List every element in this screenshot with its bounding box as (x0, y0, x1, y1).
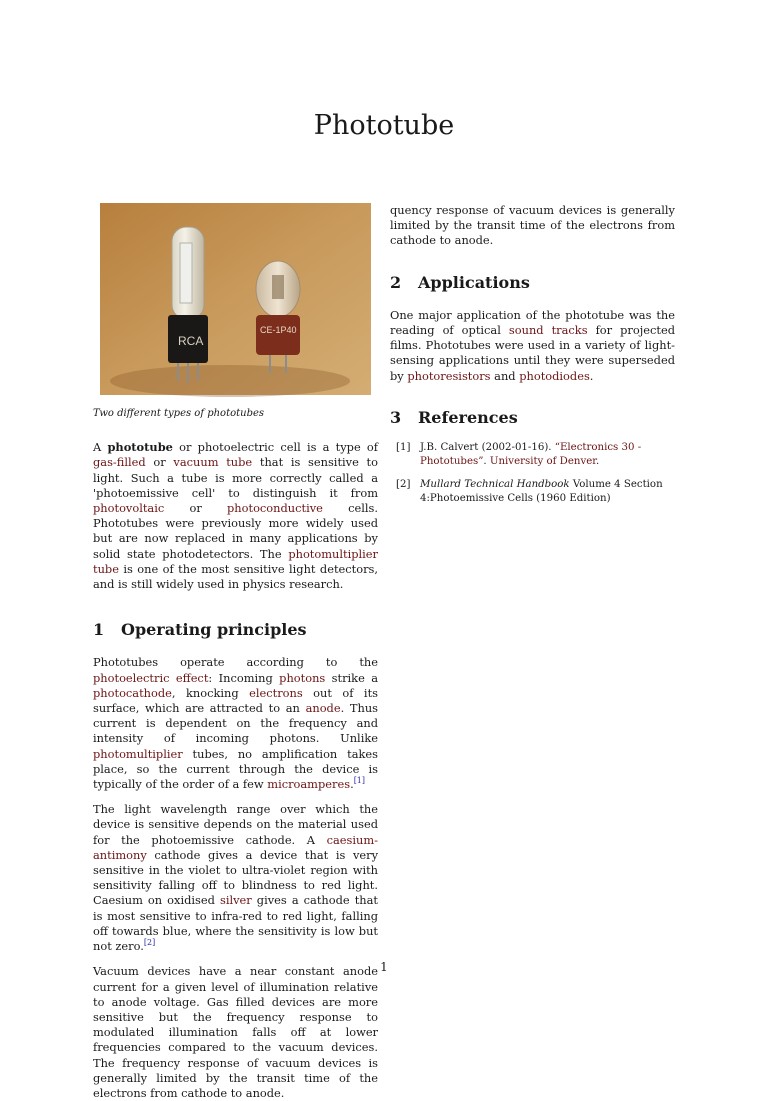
link-photocathode[interactable]: photocathode (93, 685, 172, 700)
operating-paragraph-2 (93, 802, 378, 954)
body-text: gives a cathode that is most sensitive to infra-red to red light, falling off towards blue, where the sensitivity is low but not zero. (93, 893, 378, 954)
reference-details: Volume 4 Section 4:Photoemissive Cells (1960 Edition) (420, 479, 663, 505)
link-electrons[interactable]: electrons (249, 685, 303, 700)
reference-list (390, 441, 675, 506)
intro-paragraph (93, 440, 378, 592)
body-text: . (589, 368, 594, 383)
reference-text (420, 441, 675, 469)
reference-item (390, 441, 675, 469)
applications-paragraph (390, 308, 675, 384)
page-number: 1 (380, 960, 388, 974)
section-number: 2 (390, 272, 402, 292)
intro-text: A (93, 440, 108, 455)
link-photoelectric-effect[interactable]: photoelectric effect (93, 670, 209, 685)
citation-link-2[interactable]: [2] (143, 938, 156, 948)
body-text: out of its surface, which are attracted to an (93, 685, 378, 716)
section-title: Applications (418, 272, 530, 292)
reference-number: [2] (396, 479, 411, 491)
intro-text: is one of the most sensitive light detectors, and is still widely used in physics research. (93, 561, 378, 592)
figure-caption: Two different types of phototubes (93, 408, 265, 419)
reference-author: J.B. Calvert (2002-01-16). (420, 442, 555, 454)
left-column (93, 203, 378, 1100)
reference-item (390, 478, 675, 506)
intro-text: that is sensitive to light. Such a tube is more correctly called a 'photoemissive cell' to distinguish it from (93, 455, 378, 500)
page-title: Phototube (313, 110, 455, 141)
reference-text (420, 478, 675, 506)
intro-text: cells. Phototubes were previously more widely used but are now replaced in many applications by solid state photodetectors. The (93, 501, 378, 561)
reference-separator: . (483, 456, 490, 468)
link-photons[interactable]: photons (279, 670, 326, 685)
body-text: One major application of the phototube was the reading of optical (390, 307, 675, 338)
tube-left-label: RCA (178, 334, 204, 348)
section-number: 1 (93, 620, 105, 640)
intro-text: or (145, 455, 174, 470)
operating-paragraph-3-continued: quency response of vacuum devices is generally limited by the transit time of the electrons from cathode to anode. (390, 203, 675, 248)
link-photoresistors[interactable]: photoresistors (407, 368, 491, 383)
right-column (390, 203, 675, 515)
body-text: . (350, 777, 354, 792)
body-text: cathode gives a device that is very sensitive in the violet to ultra-violet region with sensitivity falling off to blindness to red light. Caesium on oxidised (93, 847, 378, 908)
body-text: : Incoming (208, 670, 280, 685)
body-text: The light wavelength range over which the device is sensitive depends on the material used for the photoemissive cathode. A (93, 802, 378, 847)
link-university-of-denver[interactable]: University of Denver (489, 456, 596, 468)
section-heading-references (390, 407, 675, 427)
section-title: References (418, 407, 518, 427)
link-vacuum-tube[interactable]: vacuum tube (173, 455, 253, 470)
section-number: 3 (390, 407, 402, 427)
intro-text: or (164, 501, 227, 516)
body-text: , knocking (171, 685, 250, 700)
body-text: tubes, no amplification takes place, so the current through the device is typically of the order of a few (93, 746, 378, 792)
link-photomultiplier-tube[interactable]: photomultiplier tube (93, 546, 378, 576)
link-sound-tracks[interactable]: sound tracks (508, 323, 588, 338)
tube-right-label: CE-1P40 (260, 325, 297, 335)
body-text: strike a (325, 670, 378, 685)
link-photoconductive[interactable]: photoconductive (227, 501, 323, 516)
reference-book-title: Mullard Technical Handbook (420, 479, 570, 491)
body-text: . Thus current is dependent on the frequency and intensity of incoming photons. Unlike (93, 701, 378, 746)
phototubes-photo (100, 203, 371, 395)
section-heading-operating-principles (93, 620, 378, 640)
body-text: and (490, 368, 520, 383)
figure (93, 203, 371, 421)
section-heading-applications (390, 272, 675, 292)
link-photovoltaic[interactable]: photovoltaic (93, 501, 165, 516)
body-text: Phototubes operate according to the (93, 655, 378, 670)
citation-link-1[interactable]: [1] (353, 776, 366, 786)
link-microamperes[interactable]: microamperes (267, 777, 351, 792)
section-title: Operating principles (121, 620, 307, 640)
link-caesium-antimony[interactable]: caesium-antimony (93, 832, 378, 862)
link-gas-filled[interactable]: gas-filled (93, 455, 146, 470)
body-text: for projected films. Phototubes were used in a variety of light-sensing applications until they were superseded by (390, 323, 675, 383)
operating-paragraph-1 (93, 655, 378, 792)
link-silver[interactable]: silver (219, 893, 252, 908)
operating-paragraph-3: Vacuum devices have a near constant anode current for a given level of illumination relative to anode voltage. Gas filled devices are more sensitive but the frequency response to modulated illumination falls off at lower frequencies compared to the vacuum devices. The frequency response of vacuum devices is generally limited by the transit time of the electrons from cathode to anode. (93, 964, 378, 1100)
intro-term: phototube (107, 440, 173, 455)
intro-text: or photoelectric cell is a type of (172, 440, 378, 455)
link-anode[interactable]: anode (305, 701, 341, 716)
link-electronics-30-phototubes[interactable]: “Electronics 30 - Phototubes” (420, 442, 642, 468)
reference-end: . (595, 456, 600, 468)
link-photomultiplier[interactable]: photomultiplier (93, 746, 183, 761)
reference-number: [1] (396, 442, 411, 454)
link-photodiodes[interactable]: photodiodes (519, 368, 590, 383)
